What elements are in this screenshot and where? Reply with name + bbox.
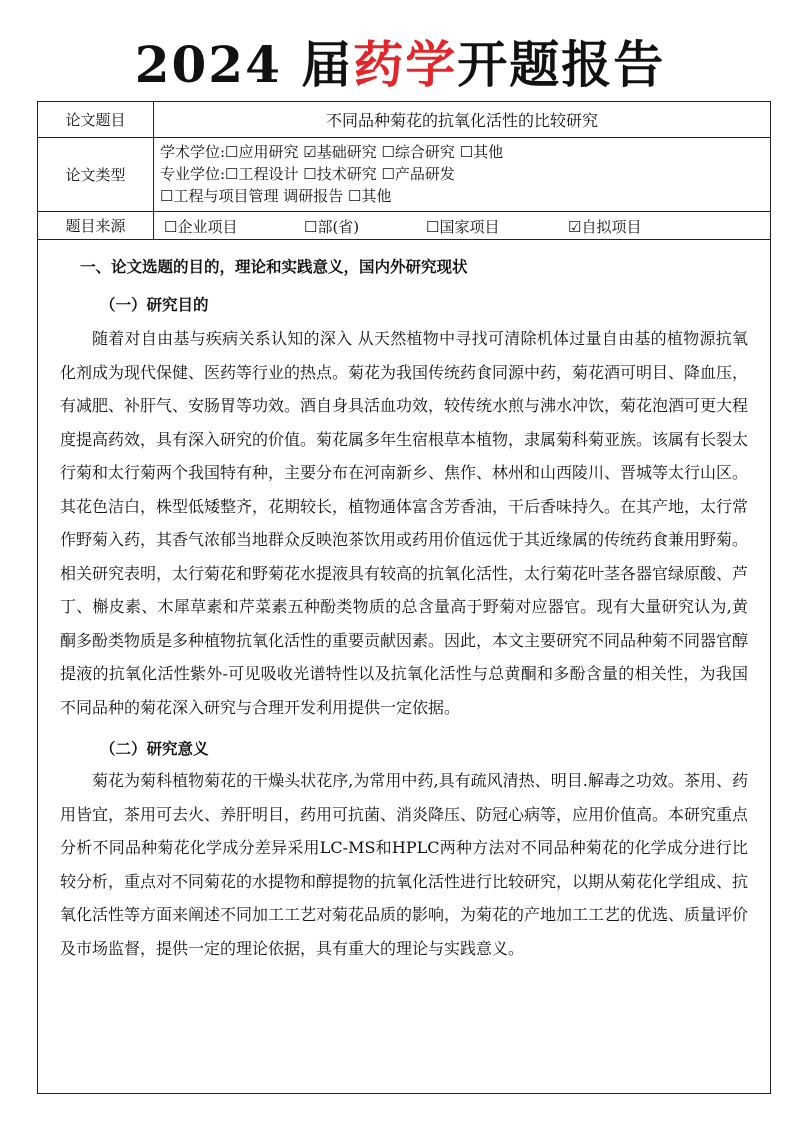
- type-line-other[interactable]: ☐工程与项目管理 调研报告 ☐其他: [160, 187, 392, 205]
- title-highlight: 药学: [353, 35, 458, 94]
- type-row: [38, 138, 770, 212]
- report-table: [37, 101, 771, 1094]
- source-row: [38, 212, 770, 240]
- source-option-self[interactable]: ☑自拟项目: [568, 218, 642, 236]
- title-year: 2024: [134, 35, 282, 94]
- section-heading: 一、论文选题的目的，理论和实践意义，国内外研究现状: [80, 257, 468, 276]
- purpose-paragraph: 随着对自由基与疾病关系认知的深入 从天然植物中寻找可清除机体过量自由基的植物源抗氧化剂成为现代保健、医药等行业的热点。菊花为我国传统药食同源中药，菊花酒可明目、降血压，有减肥、补肝气、安肠胃等功效。酒自身具活血功效，较传统水煎与沸水冲饮，菊花泡酒可更大程度提高药效，具有深入研究的价值。菊花属多年生宿根草本植物，隶属菊科菊亚族。该属有长裂太行菊和太行菊两个我国特有种，主要分布在河南新乡、焦作、林州和山西陵川、晋城等太行山区。其花色洁白，株型低矮整齐，花期较长，植物通体富含芳香油，干后香味持久。在其产地，太行常作野菊入药，其香气浓郁当地群众反映泡茶饮用或药用价值远优于其近缘属的传统药食兼用野菊。相关研究表明，太行菊花和野菊花水提液具有较高的抗氧化活性，太行菊花叶茎各器官绿原酸、芦丁、槲皮素、木犀草素和芹菜素五种酚类物质的总含量高于野菊对应器官。现有大量研究认为,黄酮多酚类物质是多种植物抗氧化活性的重要贡献因素。因此，本文主要研究不同品种菊不同器官醇提液的抗氧化活性紫外-可见吸收光谱特性以及抗氧化活性与总黄酮和多酚含量的相关性，为我国不同品种的菊花深入研究与合理开发利用提供一定依据。: [60, 329, 749, 717]
- type-label: 论文类型: [38, 138, 154, 211]
- type-line-academic[interactable]: 学术学位:☐应用研究 ☑基础研究 ☐综合研究 ☐其他: [160, 143, 504, 161]
- type-options: [154, 138, 770, 211]
- title-prefix: 届: [301, 35, 354, 94]
- topic-label: 论文题目: [38, 102, 154, 137]
- report-body: [38, 240, 770, 965]
- topic-value: 不同品种菊花的抗氧化活性的比较研究: [325, 111, 598, 130]
- significance-paragraph: 菊花为菊科植物菊花的干燥头状花序,为常用中药,具有疏风清热、明目.解毒之功效。茶用、药用皆宜，茶用可去火、养肝明目，药用可抗菌、消炎降压、防冠心病等，应用价值高。本研究重点分析不同品种菊花化学成分差异采用LC-MS和HPLC两种方法对不同品种菊花的化学成分进行比较分析，重点对不同菊花的水提物和醇提物的抗氧化活性进行比较研究，以期从菊花化学组成、抗氧化活性等方面来阐述不同加工工艺对菊花品质的影响，为菊花的产地加工工艺的优选、质量评价及市场监督，提供一定的理论依据，具有重大的理论与实践意义。: [60, 771, 749, 958]
- source-option-provincial[interactable]: ☐部(省): [304, 218, 360, 236]
- source-option-enterprise[interactable]: ☐企业项目: [164, 218, 238, 236]
- source-option-national[interactable]: ☐国家项目: [426, 218, 500, 236]
- title-suffix: 开题报告: [457, 35, 666, 94]
- page-title: [0, 30, 800, 100]
- subsection-significance-heading: （二）研究意义: [100, 739, 209, 758]
- source-label: 题目来源: [38, 212, 154, 239]
- subsection-purpose-heading: （一）研究目的: [100, 295, 209, 314]
- type-line-professional[interactable]: 专业学位:☐工程设计 ☐技术研究 ☐产品研发: [160, 165, 455, 183]
- source-options: [154, 212, 770, 239]
- topic-row: [38, 102, 770, 138]
